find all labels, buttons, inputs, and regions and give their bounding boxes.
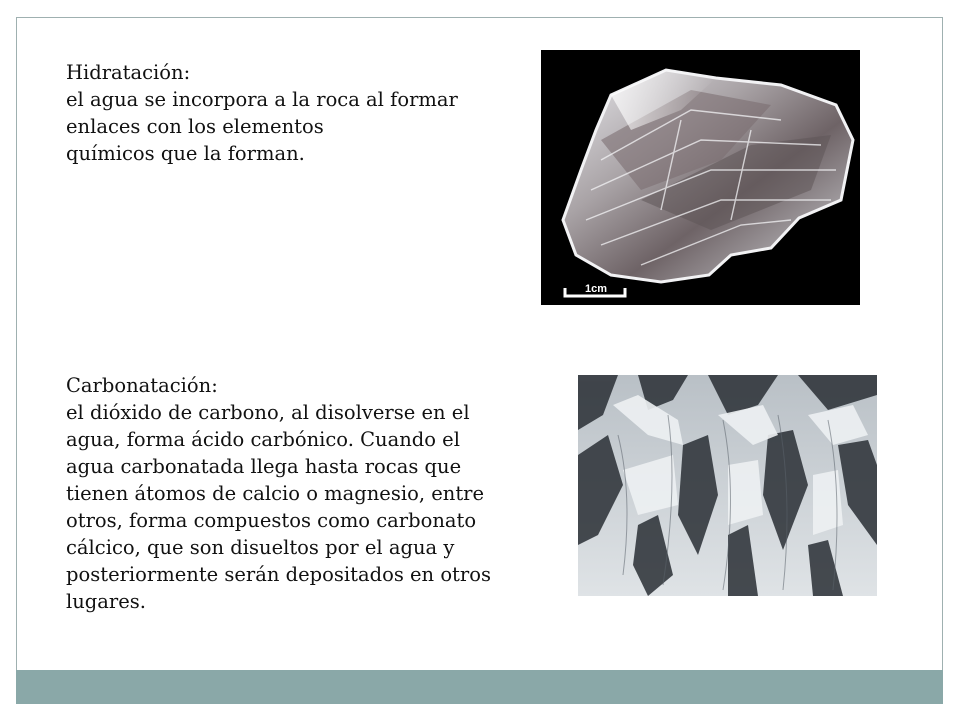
carbonation-line: agua, forma ácido carbónico. Cuando el <box>66 428 460 451</box>
hydration-line: el agua se incorpora a la roca al formar <box>66 88 458 111</box>
carbonation-line: cálcico, que son disueltos por el agua y <box>66 536 455 559</box>
carbonation-line: lugares. <box>66 590 146 613</box>
footer-band <box>16 670 943 704</box>
hydration-text <box>66 59 458 167</box>
carbonation-title: Carbonatación: <box>66 374 218 397</box>
hydration-line: enlaces con los elementos <box>66 115 324 138</box>
scale-label: 1cm <box>585 283 608 295</box>
carbonation-line: agua carbonatada llega hasta rocas que <box>66 455 462 478</box>
carbonation-line: el dióxido de carbono, al disolverse en el <box>66 401 470 424</box>
mineral-rock-illustration <box>541 50 860 305</box>
carbonation-line: tienen átomos de calcio o magnesio, entre <box>66 482 485 505</box>
carbonation-line: posteriormente serán depositados en otros <box>66 563 491 586</box>
carbonation-text <box>66 372 491 615</box>
karst-rock-illustration <box>578 375 877 596</box>
hydration-title: Hidratación: <box>66 61 191 84</box>
karst-rock-image <box>578 375 877 596</box>
carbonation-line: otros, forma compuestos como carbonato <box>66 509 477 532</box>
mineral-rock-image <box>541 50 860 305</box>
hydration-line: químicos que la forman. <box>66 142 305 165</box>
